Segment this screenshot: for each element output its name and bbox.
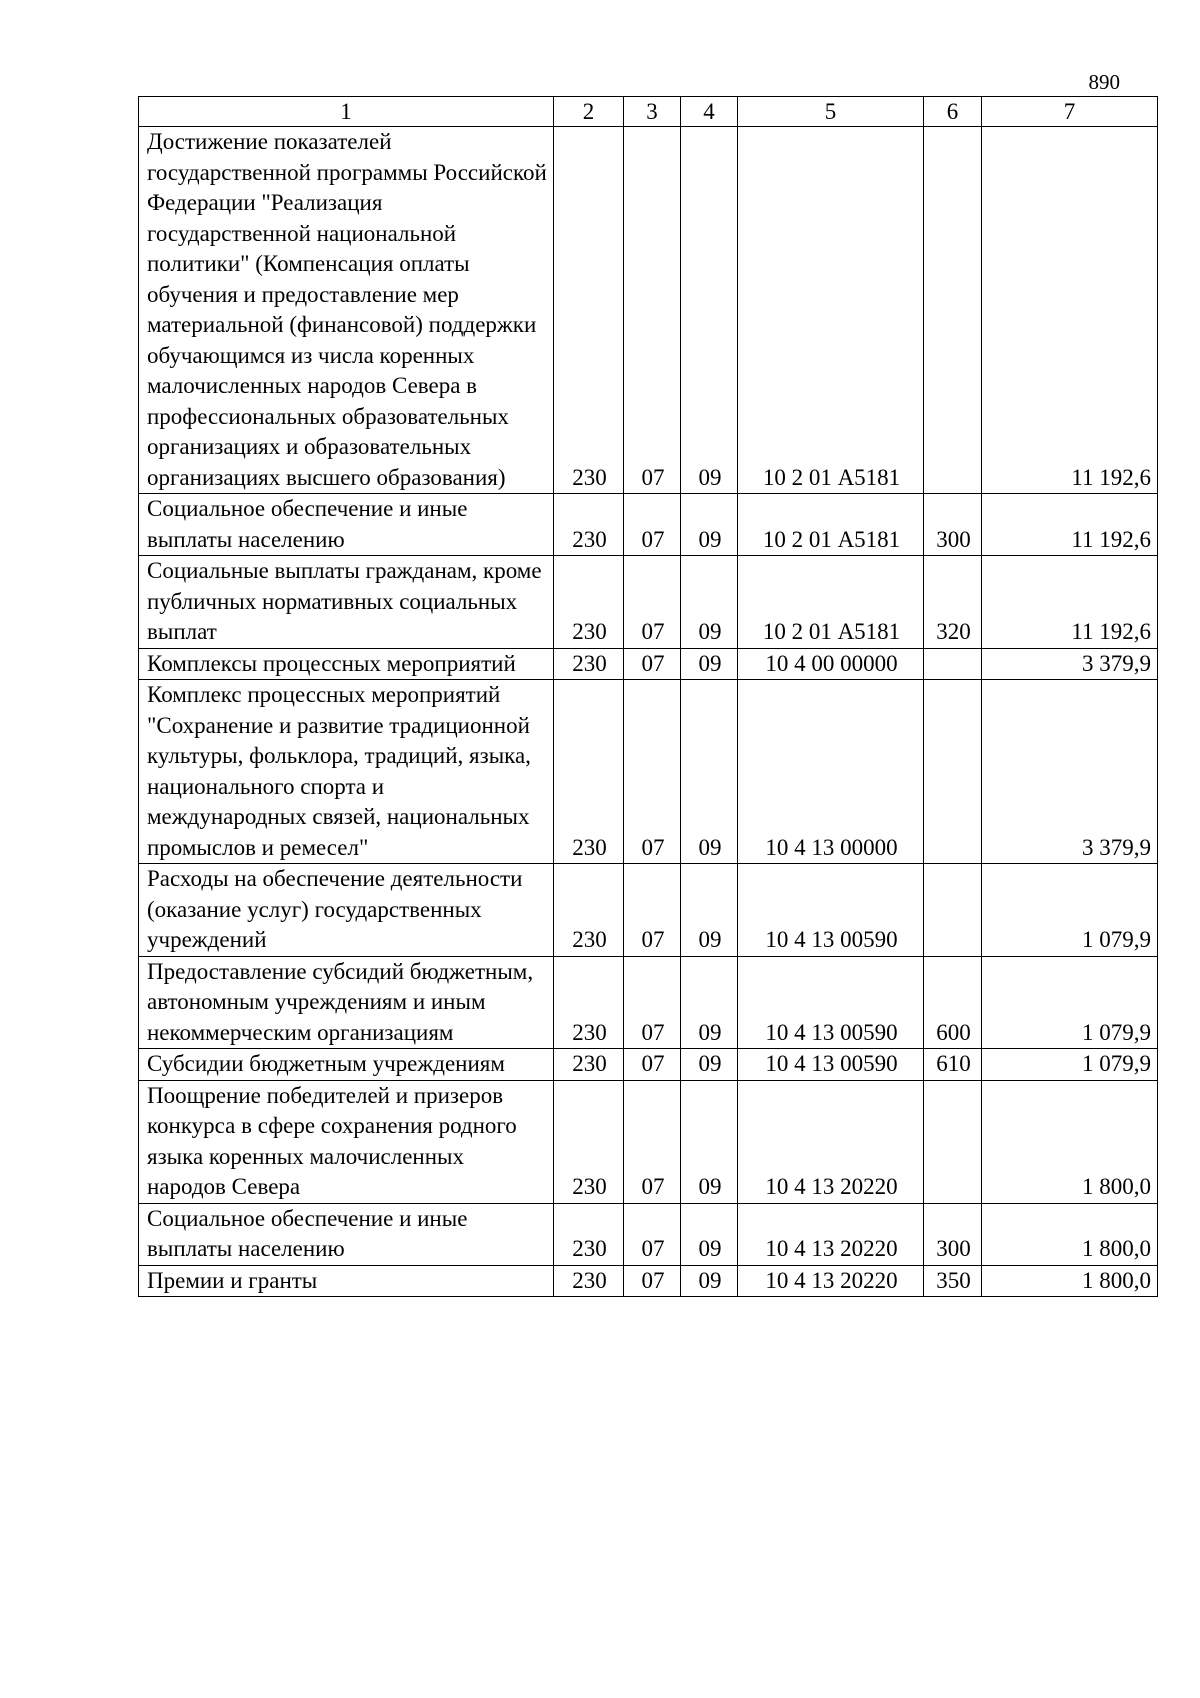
row-ministry: 230 <box>554 1080 624 1203</box>
table-row <box>139 864 1158 957</box>
row-target: 10 4 13 00590 <box>738 956 924 1049</box>
row-target: 10 2 01 А5181 <box>738 127 924 494</box>
row-ministry: 230 <box>554 494 624 556</box>
row-target: 10 4 00 00000 <box>738 648 924 680</box>
row-subsection: 09 <box>681 1265 738 1297</box>
row-subsection: 09 <box>681 556 738 649</box>
row-amount: 11 192,6 <box>982 127 1158 494</box>
table-row <box>139 680 1158 864</box>
row-amount: 3 379,9 <box>982 680 1158 864</box>
row-name: Предоставление субсидий бюджетным, автономным учреждениям и иным некоммерческим организациям <box>139 956 554 1049</box>
row-section: 07 <box>624 1080 681 1203</box>
page-number: 890 <box>1088 70 1120 94</box>
table-row <box>139 956 1158 1049</box>
row-amount: 1 079,9 <box>982 864 1158 957</box>
row-amount: 3 379,9 <box>982 648 1158 680</box>
row-subsection: 09 <box>681 864 738 957</box>
header-col-4: 4 <box>681 97 738 127</box>
row-subsection: 09 <box>681 1049 738 1081</box>
row-type: 350 <box>924 1265 982 1297</box>
row-name: Достижение показателей государственной программы Российской Федерации "Реализация государственной национальной политики" (Компенсация оплаты обучения и предоставление мер материальной (финансовой) поддержки обучающимся из числа коренных малочисленных народов Севера в профессиональных образовательных организациях и образовательных организациях высшего образования) <box>139 127 554 494</box>
row-section: 07 <box>624 556 681 649</box>
table-row <box>139 1265 1158 1297</box>
row-name: Расходы на обеспечение деятельности (оказание услуг) государственных учреждений <box>139 864 554 957</box>
row-target: 10 4 13 00590 <box>738 1049 924 1081</box>
row-amount: 1 079,9 <box>982 956 1158 1049</box>
row-type <box>924 648 982 680</box>
row-ministry: 230 <box>554 680 624 864</box>
row-name: Поощрение победителей и призеров конкурса в сфере сохранения родного языка коренных малочисленных народов Севера <box>139 1080 554 1203</box>
row-subsection: 09 <box>681 1203 738 1265</box>
budget-table <box>138 96 1158 1297</box>
row-amount: 1 800,0 <box>982 1080 1158 1203</box>
header-col-5: 5 <box>738 97 924 127</box>
row-target: 10 2 01 А5181 <box>738 556 924 649</box>
row-type: 610 <box>924 1049 982 1081</box>
row-type: 320 <box>924 556 982 649</box>
row-target: 10 4 13 00000 <box>738 680 924 864</box>
row-subsection: 09 <box>681 1080 738 1203</box>
row-name: Социальное обеспечение и иные выплаты населению <box>139 494 554 556</box>
header-col-1: 1 <box>139 97 554 127</box>
row-name: Субсидии бюджетным учреждениям <box>139 1049 554 1081</box>
row-section: 07 <box>624 864 681 957</box>
row-ministry: 230 <box>554 1203 624 1265</box>
table-body <box>139 127 1158 1297</box>
row-name: Социальное обеспечение и иные выплаты населению <box>139 1203 554 1265</box>
row-target: 10 4 13 20220 <box>738 1080 924 1203</box>
row-section: 07 <box>624 680 681 864</box>
row-type <box>924 127 982 494</box>
row-ministry: 230 <box>554 864 624 957</box>
table-row <box>139 127 1158 494</box>
row-amount: 1 800,0 <box>982 1203 1158 1265</box>
table-row <box>139 1049 1158 1081</box>
row-subsection: 09 <box>681 648 738 680</box>
row-target: 10 2 01 А5181 <box>738 494 924 556</box>
row-subsection: 09 <box>681 680 738 864</box>
row-amount: 1 079,9 <box>982 1049 1158 1081</box>
row-amount: 1 800,0 <box>982 1265 1158 1297</box>
row-target: 10 4 13 20220 <box>738 1203 924 1265</box>
table-row <box>139 556 1158 649</box>
row-section: 07 <box>624 1203 681 1265</box>
table-header <box>139 97 1158 127</box>
row-type: 300 <box>924 494 982 556</box>
row-ministry: 230 <box>554 1265 624 1297</box>
row-target: 10 4 13 00590 <box>738 864 924 957</box>
row-section: 07 <box>624 1049 681 1081</box>
row-section: 07 <box>624 1265 681 1297</box>
table-row <box>139 1203 1158 1265</box>
row-type: 600 <box>924 956 982 1049</box>
row-amount: 11 192,6 <box>982 494 1158 556</box>
row-ministry: 230 <box>554 127 624 494</box>
row-subsection: 09 <box>681 494 738 556</box>
row-name: Комплексы процессных мероприятий <box>139 648 554 680</box>
row-ministry: 230 <box>554 956 624 1049</box>
table-row <box>139 1080 1158 1203</box>
row-ministry: 230 <box>554 556 624 649</box>
header-col-3: 3 <box>624 97 681 127</box>
header-row <box>139 97 1158 127</box>
row-subsection: 09 <box>681 956 738 1049</box>
row-section: 07 <box>624 494 681 556</box>
row-type <box>924 680 982 864</box>
row-section: 07 <box>624 956 681 1049</box>
header-col-7: 7 <box>982 97 1158 127</box>
header-col-2: 2 <box>554 97 624 127</box>
row-name: Премии и гранты <box>139 1265 554 1297</box>
header-col-6: 6 <box>924 97 982 127</box>
row-name: Комплекс процессных мероприятий "Сохранение и развитие традиционной культуры, фольклора, традиций, языка, национального спорта и международных связей, национальных промыслов и ремесел" <box>139 680 554 864</box>
row-type <box>924 864 982 957</box>
row-section: 07 <box>624 127 681 494</box>
row-section: 07 <box>624 648 681 680</box>
row-type <box>924 1080 982 1203</box>
row-name: Социальные выплаты гражданам, кроме публичных нормативных социальных выплат <box>139 556 554 649</box>
table-row <box>139 494 1158 556</box>
table-row <box>139 648 1158 680</box>
row-target: 10 4 13 20220 <box>738 1265 924 1297</box>
row-amount: 11 192,6 <box>982 556 1158 649</box>
row-type: 300 <box>924 1203 982 1265</box>
row-subsection: 09 <box>681 127 738 494</box>
row-ministry: 230 <box>554 1049 624 1081</box>
row-ministry: 230 <box>554 648 624 680</box>
